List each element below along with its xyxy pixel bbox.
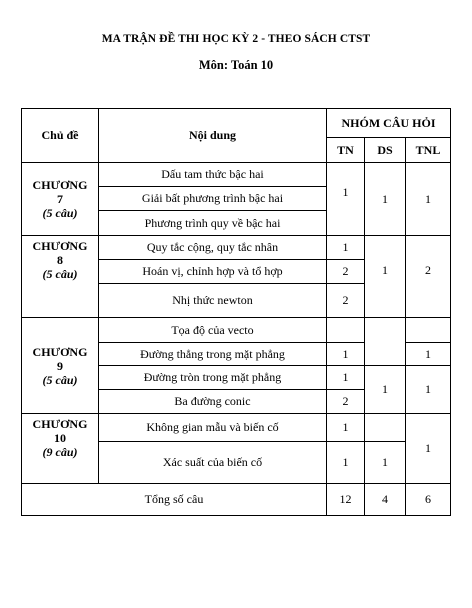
chapter-label: CHƯƠNG	[32, 239, 88, 253]
content-cell: Dấu tam thức bậc hai	[99, 163, 327, 187]
content-cell: Nhị thức newton	[99, 284, 327, 318]
chapter-label: CHƯƠNG	[32, 178, 88, 192]
content-cell: Xác suất của biến cố	[99, 442, 327, 484]
ch7-tn-cell: 1	[327, 163, 365, 236]
subject-subtitle: Môn: Toán 10	[198, 58, 274, 72]
content-cell: Hoán vị, chỉnh hợp và tổ hợp	[99, 260, 327, 284]
content-cell: Quy tắc cộng, quy tắc nhân	[99, 236, 327, 260]
chapter-count: (5 câu)	[42, 372, 78, 387]
tn-cell	[327, 318, 365, 343]
chapter-label: CHƯƠNG	[32, 417, 88, 431]
tn-cell: 2	[327, 284, 365, 318]
tnl-cell: 1	[406, 343, 451, 366]
content-cell: Tọa độ của vecto	[99, 318, 327, 343]
ch8-tnl-cell: 2	[406, 236, 451, 318]
header-topic: Chủ đề	[22, 109, 99, 163]
chapter-10-cell	[22, 414, 99, 484]
tn-cell: 2	[327, 390, 365, 414]
ds-cell: 1	[365, 442, 406, 484]
tn-cell: 1	[327, 236, 365, 260]
ds-cell	[365, 414, 406, 442]
tn-cell: 1	[327, 343, 365, 366]
tn-cell: 1	[327, 442, 365, 484]
chapter-number: 9	[57, 358, 63, 373]
tnl-cell	[406, 318, 451, 343]
page-title: MA TRẬN ĐỀ THI HỌC KỲ 2 - THEO SÁCH CTST	[101, 33, 371, 45]
header-tnl: TNL	[406, 138, 451, 163]
ch9-ds-cell: 1	[365, 366, 406, 414]
ch7-ds-cell: 1	[365, 163, 406, 236]
ch8-ds-cell: 1	[365, 236, 406, 318]
chapter-7-cell	[22, 163, 99, 236]
tn-cell: 1	[327, 414, 365, 442]
chapter-number: 8	[57, 253, 63, 267]
content-cell: Ba đường conic	[99, 390, 327, 414]
chapter-label: CHƯƠNG	[32, 344, 88, 359]
tn-cell: 2	[327, 260, 365, 284]
chapter-number: 7	[57, 192, 63, 206]
header-content: Nội dung	[99, 109, 327, 163]
chapter-9-cell	[22, 318, 99, 414]
total-tn: 12	[327, 484, 365, 516]
ds-cell	[365, 318, 406, 366]
header-question-group: NHÓM CÂU HỎI	[327, 109, 451, 138]
total-label: Tổng số câu	[22, 484, 327, 516]
ch7-tnl-cell: 1	[406, 163, 451, 236]
ch9-tnl-cell: 1	[406, 366, 451, 414]
header-ds: DS	[365, 138, 406, 163]
content-cell: Đường thẳng trong mặt phẳng	[99, 343, 327, 366]
exam-matrix-table	[21, 108, 451, 516]
content-cell: Phương trình quy về bậc hai	[99, 211, 327, 236]
chapter-number: 10	[54, 431, 66, 445]
chapter-count: (5 câu)	[42, 267, 78, 281]
total-ds: 4	[365, 484, 406, 516]
content-cell: Không gian mẫu và biến cố	[99, 414, 327, 442]
ch10-tnl-cell: 1	[406, 414, 451, 484]
content-cell: Giải bất phương trình bậc hai	[99, 187, 327, 211]
total-tnl: 6	[406, 484, 451, 516]
chapter-8-cell	[22, 236, 99, 318]
chapter-count: (9 câu)	[42, 445, 78, 459]
chapter-count: (5 câu)	[42, 206, 78, 220]
tn-cell: 1	[327, 366, 365, 390]
header-tn: TN	[327, 138, 365, 163]
content-cell: Đường tròn trong mặt phẳng	[99, 366, 327, 390]
